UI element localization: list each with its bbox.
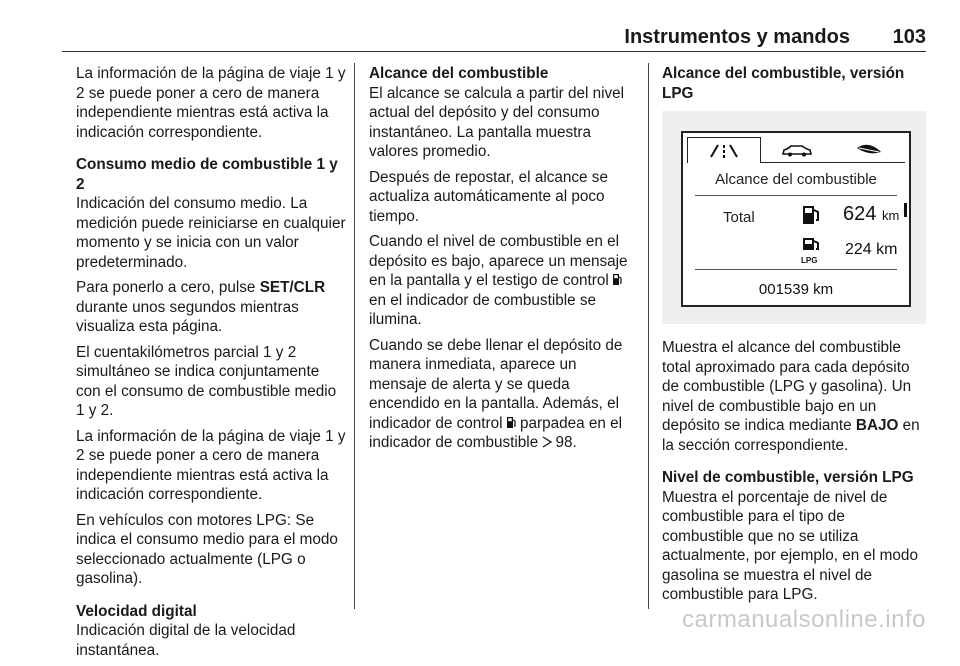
page-reference[interactable]: 98. [555, 434, 577, 451]
text: parpadea en el indicador de combustible [369, 414, 623, 451]
fuel-pump-icon [507, 416, 516, 429]
display-odometer: 001539 km [758, 281, 834, 298]
instrument-display-figure [662, 111, 926, 324]
header-rule [62, 51, 926, 52]
display-screen [681, 131, 911, 307]
paragraph: Muestra el porcentaje de nivel de combustible para el tipo de combustible que no se utiliza actualmente, por ejemplo, en el modo gasolina se muestra el nivel de combustible para LPG. [662, 488, 918, 603]
car-icon [780, 142, 814, 158]
paragraph [76, 278, 346, 337]
tab-eco [833, 137, 905, 163]
paragraph [662, 338, 928, 455]
unit: km [881, 208, 900, 223]
heading-alcance: Alcance del combustible [369, 65, 549, 82]
text: en la sección correspondiente. [662, 417, 920, 454]
reference-arrow-icon [542, 436, 552, 448]
text: Cuando el nivel de combustible en el depósito es bajo, aparece un mensaje en la pantalla y el testigo de control [369, 233, 628, 289]
tab-road [687, 137, 761, 163]
column-2 [369, 64, 637, 459]
fuel-pump-icon [803, 205, 821, 225]
heading-consumo-medio: Consumo medio de combustible 1 y 2 [76, 156, 338, 193]
key-bajo: BAJO [855, 417, 899, 434]
paragraph [369, 336, 637, 453]
heading-nivel-lpg: Nivel de combustible, versión LPG [662, 469, 914, 486]
lpg-tag: LPG [801, 256, 818, 265]
display-heading: Alcance del combustible [715, 171, 877, 188]
paragraph: El cuentakilómetros parcial 1 y 2 simultáneo se indica conjuntamente con el consumo de combustible medio 1 y 2. [76, 343, 337, 419]
display-tabs [687, 137, 905, 163]
text: Muestra el alcance del combustible total aproximado para cada depósito de combustible (LPG y gasolina). Un nivel de combustible bajo en un depósito se indica mediante [662, 339, 912, 434]
paragraph [369, 232, 637, 330]
tab-car [761, 137, 833, 163]
display-value-lpg: 224 km [845, 241, 898, 258]
column-divider-1 [354, 63, 355, 609]
paragraph: Después de repostar, el alcance se actualiza automáticamente al poco tiempo. [369, 168, 608, 225]
display-rule [695, 195, 897, 196]
paragraph: La información de la página de viaje 1 y 2 se puede poner a cero de manera independiente mientras está activa la indicación correspondiente. [76, 427, 346, 503]
heading-velocidad-digital: Velocidad digital [76, 602, 197, 620]
display-rule [695, 269, 897, 270]
leaf-icon [855, 142, 883, 158]
watermark: carmanualsonline.info [682, 606, 926, 633]
text: Cuando se debe llenar el depósito de manera inmediata, aparece un mensaje de alerta y se queda encendido en la pantalla. Además, el indicador de control [369, 336, 623, 432]
column-1 [76, 64, 346, 666]
text: en el indicador de combustible se ilumina. [369, 291, 597, 328]
header-title: Instrumentos y mandos [624, 26, 850, 48]
column-3-text [662, 338, 928, 611]
page-number: 103 [892, 26, 926, 48]
paragraph: El alcance se calcula a partir del nivel actual del depósito y del consumo instantáneo. La pantalla muestra valores promedio. [369, 84, 625, 160]
value: 624 [843, 203, 877, 225]
display-scroll-indicator [904, 203, 907, 217]
paragraph: La información de la página de viaje 1 y 2 se puede poner a cero de manera independiente mientras está activa la indicación correspondiente. [76, 65, 346, 141]
road-icon [706, 143, 742, 159]
text: Para ponerlo a cero, pulse [76, 279, 260, 296]
heading-alcance-lpg: Alcance del combustible, versión LPG [662, 65, 905, 102]
display-total-label: Total [723, 209, 755, 226]
fuel-pump-icon [613, 273, 622, 286]
column-3 [662, 64, 928, 103]
paragraph: Indicación digital de la velocidad instantánea. [76, 622, 296, 659]
paragraph: En vehículos con motores LPG: Se indica el consumo medio para el modo seleccionado actualmente (LPG o gasolina). [76, 511, 338, 587]
column-divider-2 [648, 63, 649, 609]
key-set-clr: SET/CLR [259, 279, 326, 296]
display-value-total [843, 203, 899, 226]
text: durante unos segundos mientras visualiza esta página. [76, 298, 299, 335]
lpg-fuel-pump-icon [803, 237, 821, 257]
page-header [0, 0, 960, 52]
paragraph: Indicación del consumo medio. La medición puede reiniciarse en cualquier momento y se inicia con un valor predeterminado. [76, 195, 346, 271]
